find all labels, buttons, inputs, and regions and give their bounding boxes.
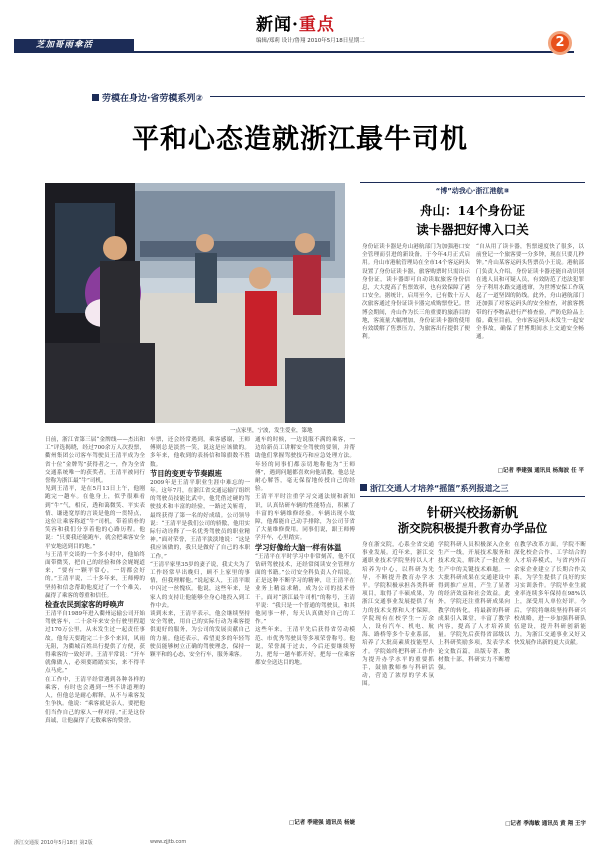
page-number-badge: 2 <box>548 31 572 55</box>
article1-column-1 <box>45 436 145 828</box>
section-title-red: 重点 <box>298 15 335 35</box>
sidebar-top-rule <box>360 182 585 183</box>
paragraph: 王清平自1989年进入衢州运输公司开始驾驶客车，二十余年来安全行驶里程超过170万公里，从未发生过一起责任事故。他每天要跑完二十多个来回，风雨无阻，为衢城百姓出行提供了方便，获得乘客的一致好评。王清平常说：“开车就像做人，必须要踏踏实实，来不得半点马虎。” <box>45 611 145 675</box>
section-title-black: 新闻 <box>256 15 292 35</box>
square-bullet-icon <box>92 94 99 101</box>
section-title <box>256 10 335 35</box>
paragraph: 日前，浙江省第三届“金牌线——杰出和工”评选揭晓，经过700余万人次投票，衢州集团公司客车驾驶员王清平成为全省十位“金牌驾”获得者之一，作为全省交通系统唯一的获奖者，王清平被同行誉称为浙江最“牛”司机。 <box>45 437 145 485</box>
main-headline: 平和心态造就浙江最牛司机 <box>132 124 468 155</box>
series-label-left <box>92 91 203 104</box>
paragraph: 见到王清平，是在5月13日上午，他刚跑完一趟车。在他身上，似乎很难看到“牛”气，相反，透和蔼微笑、平实表情、谦逊宽厚的言谈是他的一贯特点，这位让乘客称道“牛”司机，带着质朴的笑容和我们分享着他的心路历程。他说：“只要我还能跑车，就会把乘客安全平安地送到目的地。” <box>45 486 145 550</box>
series-bottom-rule <box>360 496 585 497</box>
article1-byline: □记者 季建强 通讯员 杨婕 <box>289 820 355 826</box>
article2-column-1: 身份证读卡器是舟山港航部门为加强港口安全管理而引进的新设备，于今年4月正式启用。舟山市港航管理局在全市14个客运码头设置了身份证读卡器，旅客购票时只需出示身份证，读卡器即可自动读取旅客身份信息，大大提高了售票效率，也有效保障了港口安全。据统计，启用至今，已有数十万人次旅客通过身份证读卡器完成购票登记。世博会期间，舟山作为长三角重要的旅游目的地，客流量大幅增加，身份证读卡器的使用有效缓解了售票压力，为旅客出行提供了便利。 <box>362 244 470 341</box>
paragraph: “王清平家里35岁的妻子说，我丈夫为了工作经常早出晚归，顾不上家里的事情，但我理解他。”说起家人，王清平眼中闪过一丝愧疚。他说，这些年来，是家人的支持让他能够全身心地投入到工作中去。 <box>150 561 250 609</box>
paragraph: 王清平平时注重学习交通法规和新知识，认真钻研车辆的性能特点，积累了丰富的车辆维修经验。车辆出现小故障，他都能自己动手排除，为公司节省了大量维修费用。同事们说，跟王师傅学开车，心里踏实。 <box>255 494 355 542</box>
article3-headline-2: 浙交院积极提升教育办学品位 <box>397 521 548 535</box>
article2-headline: 舟山：14个身份证 <box>420 203 525 218</box>
article1-subhead-3: 学习好像给大脑一样有体温 <box>255 542 342 552</box>
paragraph: “王清平在平时学习中非常刻苦，他不仅钻研驾驶技术，还经常阅读安全管理方面的书籍。”公司安全科负责人介绍说。正是这种不断学习的精神，让王清平在业务上精益求精，成为公司的技术骨干。面对“浙江最牛司机”的称号，王清平说：“我只是一个普通的驾驶员，和其他同事一样，每天认真做好自己的工作。” <box>255 553 355 626</box>
series-rule <box>210 96 585 97</box>
article-photo <box>45 183 345 423</box>
article1-subhead-1: 检查农民到家客的呼唤声 <box>45 600 125 610</box>
section-banner: 芝加哥雨傘活 <box>14 39 134 52</box>
title-dot: · <box>292 15 299 35</box>
paragraph: 在工作中，王清平经常遇到各种各样的乘客，有时也会遇到一些不讲道理的人，但他总是耐心解释，从不与乘客发生争执。他说：“乘客就是亲人，要把他们当作自己的家人一样对待。”正是这份真诚，让他赢得了无数乘客的赞誉。 <box>45 676 145 724</box>
article2-byline: □记者 季建强 通讯员 杨海波 任 平 <box>497 468 584 474</box>
footer-url[interactable]: www.zjjtb.com <box>150 839 187 845</box>
square-bullet-icon <box>360 484 367 491</box>
paragraph: 2009年是王清平职业生涯中难忘的一年。这年7月，在浙江省交通运输厅组织的驾驶员技能比武中，他凭借过硬的驾驶技术和丰富的经验，一路过关斩将，最终获得了第一名的好成绩。公司领导说：“王清平是我们公司的骄傲，他用实际行动诠释了一名优秀驾驶员的职业精神。”面对荣誉，王清平淡淡地说：“这是我应该做的，我只是做好了自己的本职工作。” <box>150 479 250 560</box>
article2-subheadline: 读卡器把好博入口关 <box>416 222 529 237</box>
article3-column-3: 在教学改革方面，学院不断深化校企合作、工学结合的人才培养模式，与省内外百余家企业建立了长期合作关系，为学生提供了良好的实习实训条件。学院毕业生就业率连续多年保持在98%以上，深受用人单位好评。今后，学院将继续坚持科研兴校战略，进一步加强科研队伍建设，提升科研创新能力，为浙江交通事业又好又快发展作出新的更大贡献。 <box>514 542 586 647</box>
paragraph: 与王清平交谈的一个多小时中，他始终面带微笑，把自己的经验和体会娓娓道来，“要有一颗平常心，一切都会好的。”王清平说，二十多年来，王师傅的坚持和信念帮助他度过了一个个难关，赢得了乘客的尊重和信任。 <box>45 551 145 599</box>
article1-column-3 <box>255 436 355 816</box>
paragraph: 车票，还会经常遇到，乘客感谢，王师傅则总是淡然一笑，说这是应该做的。多年来，他收到的表扬信和锦旗数不胜数。 <box>150 437 250 468</box>
photo-illustration <box>45 183 345 423</box>
article3-byline: □记者 季海敏 通讯员 黄 翔 王宇 <box>505 821 586 827</box>
page-meta: 编辑/郑莉 设计/鲁翔 2010年5月18日星期二 <box>256 38 365 44</box>
article1-subhead-2: 节目的变更专节奏跟班 <box>150 468 222 478</box>
series-label-bottom <box>360 483 509 494</box>
article3-column-1: 身在浙交院，心系全省交通事业发展。近年来，浙江交通职业技术学院坚持以人才培养为中心，以科研为先导，不断提升教育办学水平。学院积极承担各类科研项目，取得了丰硕成果，为浙江交通事业发展提供了有力的技术支撑和人才保障。学院现有在校学生一万余人，设有汽车、机电、航海、路桥等多个专业系部，培养了大批高素质技能型人才。学院始终把科研工作作为提升办学水平的重要抓手，鼓励教师参与科研活动，营造了浓厚的学术氛围。 <box>362 542 434 688</box>
article2-kicker: “博”动我心·浙江港航⑧ <box>435 187 510 195</box>
article3-column-2: 学院科研人员积极深入企业生产一线，开展技术服务和技术攻关，解决了一批企业生产中的关键技术难题。一大批科研成果在交通建设中得到推广应用，产生了显著的经济效益和社会效益。此外，学院还注重科研成果向教学的转化，将最新的科研成果引入课堂，丰富了教学内容，提高了人才培养质量。学院先后获得省部级以上科研奖励多项，发表学术论文数百篇，出版专著、教材数十部，科研实力不断增强。 <box>438 542 510 672</box>
series-label-bottom-text: 浙江交通人才培养“摇篮”系列报道之三 <box>370 484 509 493</box>
article3-headline-1: 针研兴校扬新帆 <box>426 506 518 521</box>
header-rule <box>14 51 574 53</box>
article2-column-2: “自从用了读卡器，售票速度快了很多，以前登记一个旅客要一分多钟，现在只要几秒钟。”舟山某客运码头售票员小王说。港航部门负责人介绍，身份证读卡器还能自动识别在逃人员和可疑人员，有效防范了违法犯罪分子利用水路交通逃窜，为世博安保工作筑起了一道坚固的防线。此外，舟山港航部门还加强了对客运码头的安全检查，对旅客携带的行李物品进行严格查验，严防危险品上船。截至目前，全市客运码头未发生一起安全事故，确保了世博期间水上交通安全畅通。 <box>476 244 584 341</box>
paragraph: 谈到未来，王清平表示，他会继续坚持安全驾驶，用自己的实际行动为乘客提供更好的服务，为公司的发展贡献自己的力量。他还表示，希望更多的年轻驾驶员能够树立正确的驾驶理念，保持一颗平和的心态，安全行车，服务乘客。 <box>150 611 250 659</box>
footer-left: 浙江交通报 2010年5月18日 第2版 <box>14 840 93 846</box>
photo-caption: 一点家里，宁波，发生爱业，第地 <box>230 428 313 434</box>
article1-column-2 <box>150 436 250 828</box>
paragraph: 通车的时候，一边说服不满的乘客，一边给新员工讲解安全驾驶的要领，并帮助他们掌握驾驶技巧和应急处理方法。年轻的同事们都亲切地称他为“王师傅”，遇到问题都喜欢向他请教。他总是耐心解答，毫无保留地传授自己的经验。 <box>255 437 355 493</box>
series-label-left-text: 劳模在身边·省劳模系列② <box>102 94 204 104</box>
paragraph: 这些年来，王清平先后获得省劳动模范、市优秀驾驶员等多项荣誉称号。他说，荣誉属于过去，今后还要继续努力，把每一趟车都开好，把每一位乘客都安全送达目的地。 <box>255 627 355 667</box>
